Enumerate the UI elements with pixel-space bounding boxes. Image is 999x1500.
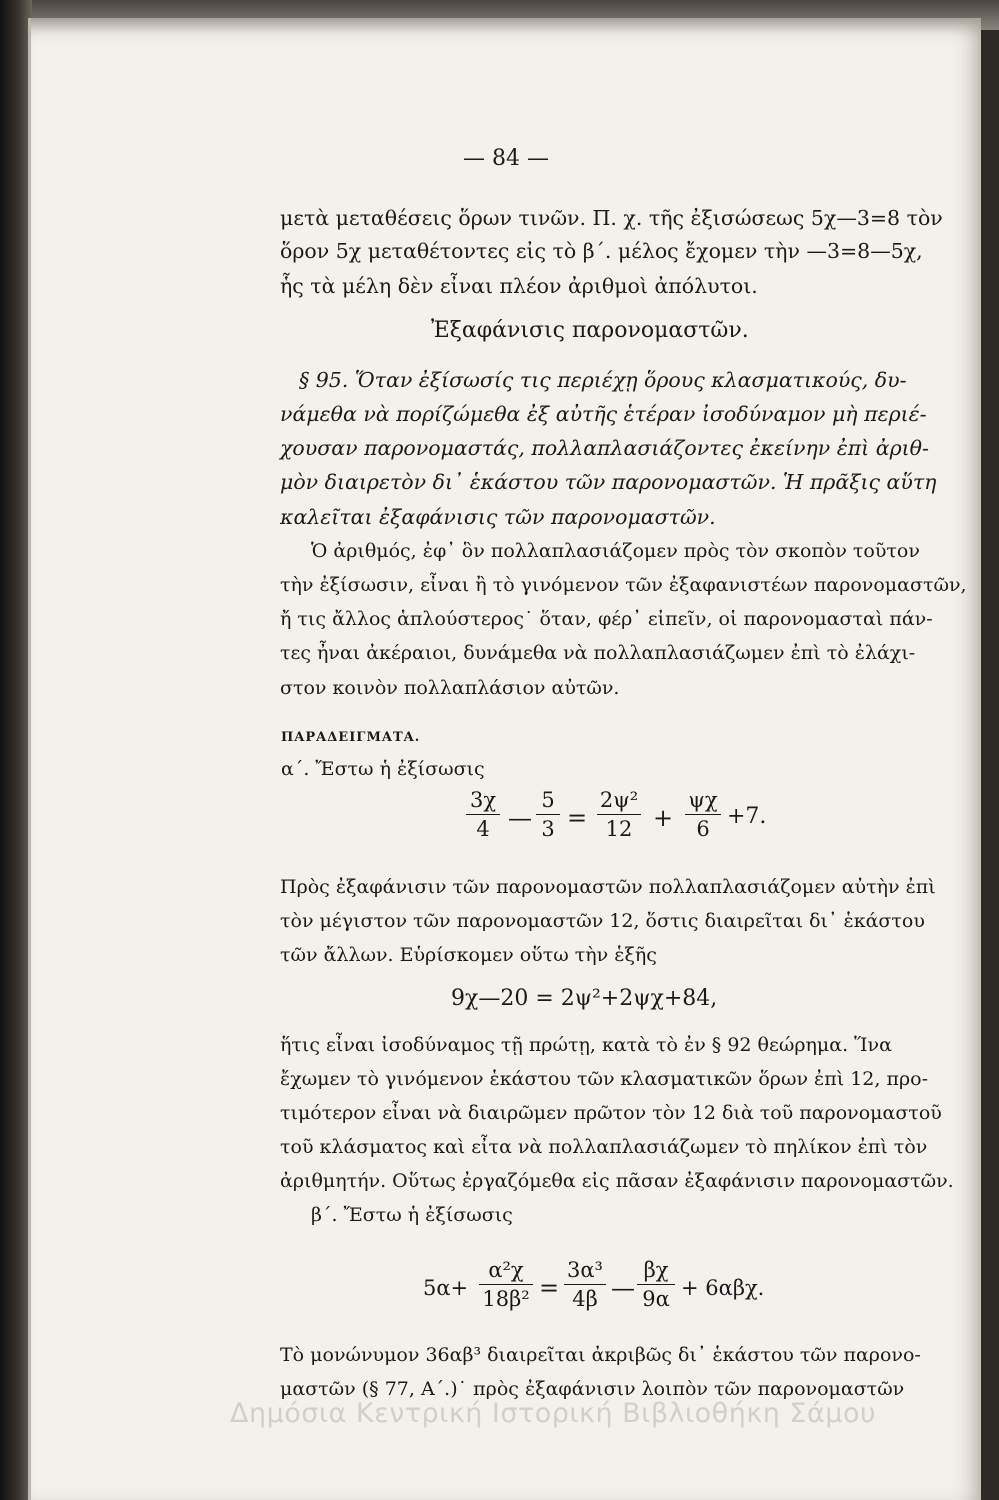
- text-line: μαστῶν (§ 77, Α΄.)˙ πρὸς ἐξαφάνισιν λοιπὸν τῶν παρονομαστῶν: [280, 1378, 905, 1400]
- text-line: § 95. Ὅταν ἐξίσωσίς τις περιέχῃ ὅρους κλασματικούς, δυ-: [299, 368, 907, 392]
- text-line: ἀριθμητήν. Οὕτως ἐργαζόμεθα εἰς πᾶσαν ἐξαφάνισιν παρονομαστῶν.: [280, 1170, 954, 1192]
- operator: +7.: [727, 804, 767, 829]
- fraction: [466, 788, 500, 841]
- denominator: 18β²: [482, 1287, 530, 1311]
- operator: + 6αβχ.: [681, 1276, 765, 1300]
- numerator: 3χ: [466, 788, 500, 815]
- denominator: 4β: [572, 1287, 598, 1311]
- text-line: ἔχωμεν τὸ γινόμενον ἑκάστου τῶν κλασματικῶν ὅρων ἐπὶ 12, προ-: [280, 1068, 928, 1090]
- text-line: μὸν διαιρετὸν δι᾽ ἑκάστου τῶν παρονομαστῶν. Ἡ πρᾶξις αὕτη: [280, 470, 937, 494]
- text-line: καλεῖται ἐξαφάνισις τῶν παρονομαστῶν.: [280, 505, 716, 529]
- numerator: 3α³: [564, 1258, 606, 1285]
- text-line: ὅρον 5χ μεταθέτοντες εἰς τὸ β΄. μέλος ἔχομεν τὴν —3=8—5χ,: [280, 239, 923, 263]
- text-line: Ὁ ἀριθμός, ἐφ᾽ ὃν πολλαπλασιάζομεν πρὸς τὸν σκοπὸν τοῦτον: [311, 540, 920, 562]
- numerator: 2ψ²: [597, 788, 641, 815]
- scanned-page: [28, 18, 981, 1500]
- fraction: [564, 1258, 606, 1311]
- page-number: — 84 —: [463, 146, 549, 171]
- library-watermark: Δημόσια Κεντρική Ιστορική Βιβλιοθήκη Σάμου: [230, 1398, 877, 1429]
- text-line: ἧς τὰ μέλη δὲν εἶναι πλέον ἀριθμοὶ ἀπόλυτοι.: [280, 274, 758, 298]
- section-heading: Ἐξαφάνισις παρονομαστῶν.: [431, 318, 749, 343]
- operator: 5α+: [423, 1276, 469, 1300]
- text-line: τῶν ἄλλων. Εὑρίσκομεν οὕτω τὴν ἑξῆς: [280, 944, 657, 966]
- denominator: 6: [696, 817, 710, 841]
- fraction: [479, 1258, 533, 1311]
- text-line: μετὰ μεταθέσεις ὅρων τινῶν. Π. χ. τῆς ἐξισώσεως 5χ—3=8 τὸν: [280, 206, 943, 230]
- fraction: [685, 788, 721, 841]
- text-line: ἥτις εἶναι ἰσοδύναμος τῇ πρώτῃ, κατὰ τὸ ἐν § 92 θεώρημα. Ἵνα: [280, 1034, 892, 1056]
- denominator: 3: [541, 817, 555, 841]
- denominator: 4: [476, 817, 490, 841]
- example-b-intro: β΄. Ἔστω ἡ ἐξίσωσις: [311, 1204, 513, 1226]
- example-a-intro: α΄. Ἔστω ἡ ἐξίσωσις: [281, 758, 485, 780]
- equation-2: 9χ—20 = 2ψ²+2ψχ+84,: [451, 986, 718, 1011]
- numerator: ψχ: [685, 788, 721, 815]
- denominator: 9α: [642, 1287, 670, 1311]
- operator: +: [653, 804, 674, 832]
- text-line: τοῦ κλάσματος καὶ εἶτα νὰ πολλαπλασιάζωμεν τὸ πηλίκον ἐπὶ τὸν: [280, 1136, 928, 1158]
- operator: =: [539, 1274, 560, 1302]
- text-line: χουσαν παρονομαστάς, πολλαπλασιάζοντες ἐκείνην ἐπὶ ἀριθ-: [280, 436, 929, 460]
- fraction: [597, 788, 641, 841]
- fraction: [637, 1258, 675, 1311]
- text-line: Πρὸς ἐξαφάνισιν τῶν παρονομαστῶν πολλαπλασιάζομεν αὐτὴν ἐπὶ: [280, 876, 936, 898]
- operator: —: [508, 804, 532, 832]
- numerator: βχ: [637, 1258, 675, 1285]
- text-line: νάμεθα νὰ πορίζώμεθα ἐξ αὐτῆς ἑτέραν ἰσοδύναμον μὴ περιέ-: [280, 402, 927, 426]
- text-line: τὴν ἐξίσωσιν, εἶναι ἢ τὸ γινόμενον τῶν ἐξαφανιστέων παρονομαστῶν,: [280, 574, 967, 596]
- text-line: τιμότερον εἶναι νὰ διαιρῶμεν πρῶτον τὸν 12 διὰ τοῦ παρονομαστοῦ: [280, 1102, 942, 1124]
- text-line: τες ἦναι ἀκέραιοι, δυνάμεθα νὰ πολλαπλασιάζωμεν ἐπὶ τὸ ἐλάχι-: [280, 642, 916, 664]
- text-line: τὸν μέγιστον τῶν παρονομαστῶν 12, ὅστις διαιρεῖται δι᾽ ἑκάστου: [280, 910, 925, 932]
- text-line: ἤ τις ἄλλος ἁπλούστερος˙ ὅταν, φέρ᾽ εἰπεῖν, οἱ παρονομασταὶ πάν-: [280, 608, 933, 630]
- fraction: [536, 788, 560, 841]
- operator: =: [567, 804, 588, 832]
- text-line: Τὸ μονώνυμον 36αβ³ διαιρεῖται ἀκριβῶς δι᾽ ἑκάστου τῶν παρονο-: [280, 1344, 921, 1366]
- text-line: στον κοινὸν πολλαπλάσιον αὐτῶν.: [280, 677, 620, 699]
- numerator: 5: [536, 788, 560, 815]
- denominator: 12: [605, 817, 633, 841]
- examples-label: ΠΑΡΑΔΕΙΓΜΑΤΑ.: [281, 730, 421, 745]
- numerator: α²χ: [479, 1258, 533, 1285]
- operator: —: [611, 1274, 635, 1302]
